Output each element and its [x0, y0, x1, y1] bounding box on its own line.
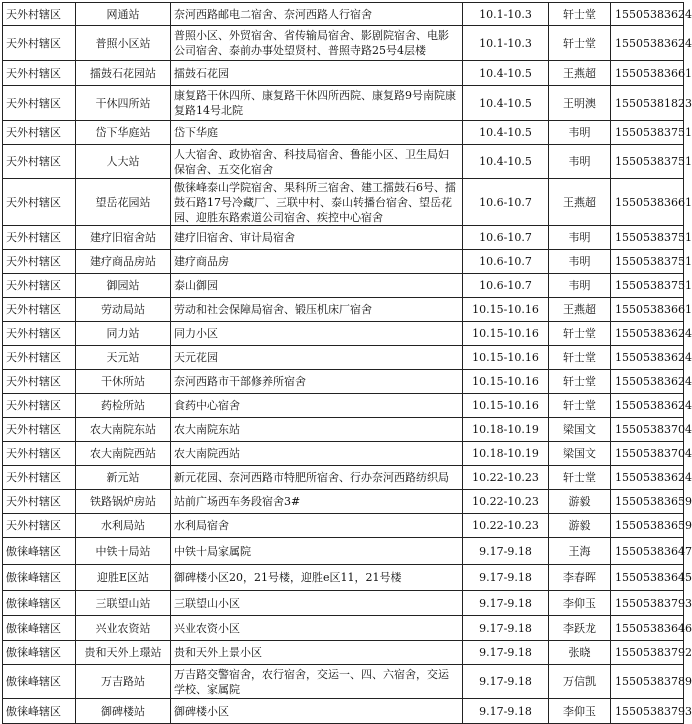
- district-cell: 天外村辖区: [3, 26, 76, 61]
- housing-cell: 建疗旧宿舍、审计局宿舍: [171, 226, 463, 250]
- housing-cell: 人大宿舍、政协宿舍、科技局宿舍、鲁能小区、卫生局妇保宿舍、五交化宿舍: [171, 145, 463, 179]
- district-cell: 天外村辖区: [3, 86, 76, 121]
- housing-cell: 普照小区、外贸宿舍、省传输局宿舍、影剧院宿舍、电影公司宿舍、泰前办事处望贤村、普照寺路25号4层楼: [171, 26, 463, 61]
- staff-cell: 万信凯: [549, 665, 611, 699]
- table-row: [3, 226, 684, 250]
- staff-cell: 梁国文: [549, 418, 611, 442]
- station-cell: 贵和天外上璟站: [76, 641, 171, 665]
- district-cell: 天外村辖区: [3, 274, 76, 298]
- housing-cell: 万吉路交警宿舍，农行宿舍，交运一、四、六宿舍，交运学校、家属院: [171, 665, 463, 699]
- table-row: [3, 322, 684, 346]
- district-cell: 天外村辖区: [3, 466, 76, 490]
- staff-cell: 李仰玉: [549, 591, 611, 616]
- district-cell: 傲徕峰辖区: [3, 538, 76, 565]
- dates-cell: 10.1-10.3: [463, 26, 549, 61]
- dates-cell: 10.4-10.5: [463, 145, 549, 179]
- phone-cell: 15505383792: [611, 641, 684, 665]
- station-cell: 三联望山站: [76, 591, 171, 616]
- phone-cell: 15505383661: [611, 179, 684, 226]
- housing-cell: 新元花园、奈河西路市特肥所宿舍、行办奈河西路纺织局: [171, 466, 463, 490]
- dates-cell: 10.15-10.16: [463, 346, 549, 370]
- phone-cell: 15505383751: [611, 145, 684, 179]
- housing-cell: 泰山御园: [171, 274, 463, 298]
- dates-cell: 10.15-10.16: [463, 370, 549, 394]
- district-cell: 天外村辖区: [3, 250, 76, 274]
- table-body: [3, 3, 692, 724]
- staff-cell: 王海: [549, 538, 611, 565]
- station-cell: 建疗旧宿舍站: [76, 226, 171, 250]
- table-row: [3, 699, 684, 724]
- station-cell: 人大站: [76, 145, 171, 179]
- housing-cell: 康复路干休四所、康复路干休四所西院、康复路9号南院康复路14号北院: [171, 86, 463, 121]
- staff-cell: 李跃龙: [549, 616, 611, 641]
- staff-cell: 韦明: [549, 274, 611, 298]
- housing-cell: 天元花园: [171, 346, 463, 370]
- phone-cell: 15505383793: [611, 591, 684, 616]
- district-cell: 天外村辖区: [3, 346, 76, 370]
- station-cell: 御碑楼站: [76, 699, 171, 724]
- phone-cell: 15505383645: [611, 565, 684, 591]
- district-cell: 天外村辖区: [3, 145, 76, 179]
- phone-cell: 15505383624: [611, 3, 684, 26]
- station-cell: 普照小区站: [76, 26, 171, 61]
- table-row: [3, 274, 684, 298]
- dates-cell: 9.17-9.18: [463, 565, 549, 591]
- housing-cell: 贵和天外上景小区: [171, 641, 463, 665]
- table-row: [3, 370, 684, 394]
- phone-cell: 15505383624: [611, 466, 684, 490]
- district-cell: 傲徕峰辖区: [3, 565, 76, 591]
- dates-cell: 10.15-10.16: [463, 298, 549, 322]
- dates-cell: 10.18-10.19: [463, 418, 549, 442]
- staff-cell: 韦明: [549, 250, 611, 274]
- staff-cell: 游毅: [549, 490, 611, 514]
- table-row: [3, 538, 684, 565]
- staff-cell: 李春晖: [549, 565, 611, 591]
- dates-cell: 9.17-9.18: [463, 665, 549, 699]
- phone-cell: 15505383704: [611, 442, 684, 466]
- staff-cell: 王燕超: [549, 298, 611, 322]
- district-cell: 傲徕峰辖区: [3, 591, 76, 616]
- district-cell: 天外村辖区: [3, 394, 76, 418]
- housing-cell: 擂鼓石花园: [171, 61, 463, 86]
- district-cell: 天外村辖区: [3, 322, 76, 346]
- dates-cell: 9.17-9.18: [463, 591, 549, 616]
- phone-cell: 15505383661: [611, 61, 684, 86]
- phone-cell: 15505383704: [611, 418, 684, 442]
- table-row: [3, 26, 684, 61]
- staff-cell: 韦明: [549, 121, 611, 145]
- district-cell: 傲徕峰辖区: [3, 665, 76, 699]
- table-row: [3, 179, 684, 226]
- phone-cell: 15505383751: [611, 226, 684, 250]
- table-row: [3, 121, 684, 145]
- dates-cell: 10.4-10.5: [463, 121, 549, 145]
- station-cell: 岱下华庭站: [76, 121, 171, 145]
- phone-cell: 15505383646: [611, 616, 684, 641]
- housing-cell: 食药中心宿舍: [171, 394, 463, 418]
- dates-cell: 10.6-10.7: [463, 274, 549, 298]
- housing-cell: 傲徕峰泰山学院宿舍、果科所三宿舍、建工擂鼓石6号、擂鼓石路17号冷藏厂、三联中村、泰山转播台宿舍、望岳花园、迎胜东路索道公司宿舍、疾控中心宿舍: [171, 179, 463, 226]
- table-row: [3, 665, 684, 699]
- table-row: [3, 514, 684, 538]
- table-row: [3, 418, 684, 442]
- distribution-schedule-table: [2, 2, 692, 724]
- phone-cell: 15505383624: [611, 346, 684, 370]
- housing-cell: 农大南院西站: [171, 442, 463, 466]
- housing-cell: 同力小区: [171, 322, 463, 346]
- station-cell: 劳动局站: [76, 298, 171, 322]
- dates-cell: 9.17-9.18: [463, 616, 549, 641]
- table-row: [3, 565, 684, 591]
- phone-cell: 15505383751: [611, 274, 684, 298]
- staff-cell: 轩士堂: [549, 346, 611, 370]
- district-cell: 天外村辖区: [3, 3, 76, 26]
- station-cell: 干休四所站: [76, 86, 171, 121]
- district-cell: 天外村辖区: [3, 514, 76, 538]
- staff-cell: 张晓: [549, 641, 611, 665]
- staff-cell: 梁国文: [549, 442, 611, 466]
- dates-cell: 10.15-10.16: [463, 394, 549, 418]
- staff-cell: 韦明: [549, 145, 611, 179]
- staff-cell: 王燕超: [549, 61, 611, 86]
- table-row: [3, 145, 684, 179]
- table-row: [3, 442, 684, 466]
- district-cell: 天外村辖区: [3, 226, 76, 250]
- district-cell: 天外村辖区: [3, 370, 76, 394]
- station-cell: 中铁十局站: [76, 538, 171, 565]
- staff-cell: 轩士堂: [549, 394, 611, 418]
- table-row: [3, 3, 684, 26]
- station-cell: 望岳花园站: [76, 179, 171, 226]
- district-cell: 傲徕峰辖区: [3, 641, 76, 665]
- phone-cell: 15505383659: [611, 514, 684, 538]
- housing-cell: 农大南院东站: [171, 418, 463, 442]
- district-cell: 天外村辖区: [3, 61, 76, 86]
- station-cell: 药检所站: [76, 394, 171, 418]
- table-row: [3, 250, 684, 274]
- dates-cell: 10.15-10.16: [463, 322, 549, 346]
- dates-cell: 10.6-10.7: [463, 226, 549, 250]
- phone-cell: 15505381823: [611, 86, 684, 121]
- table-row: [3, 641, 684, 665]
- table-row: [3, 394, 684, 418]
- housing-cell: 劳动和社会保障局宿舍、锻压机床厂宿舍: [171, 298, 463, 322]
- dates-cell: 10.4-10.5: [463, 86, 549, 121]
- phone-cell: 15505383624: [611, 394, 684, 418]
- district-cell: 傲徕峰辖区: [3, 616, 76, 641]
- housing-cell: 水利局宿舍: [171, 514, 463, 538]
- staff-cell: 王明澳: [549, 86, 611, 121]
- staff-cell: 轩士堂: [549, 3, 611, 26]
- housing-cell: 三联望山小区: [171, 591, 463, 616]
- staff-cell: 王燕超: [549, 179, 611, 226]
- staff-cell: 轩士堂: [549, 26, 611, 61]
- station-cell: 农大南院东站: [76, 418, 171, 442]
- district-cell: 傲徕峰辖区: [3, 699, 76, 724]
- dates-cell: 9.17-9.18: [463, 641, 549, 665]
- station-cell: 御园站: [76, 274, 171, 298]
- phone-cell: 15505383624: [611, 26, 684, 61]
- station-cell: 同力站: [76, 322, 171, 346]
- station-cell: 农大南院西站: [76, 442, 171, 466]
- staff-cell: 轩士堂: [549, 370, 611, 394]
- district-cell: 天外村辖区: [3, 490, 76, 514]
- table-row: [3, 591, 684, 616]
- table-row: [3, 61, 684, 86]
- station-cell: 天元站: [76, 346, 171, 370]
- housing-cell: 中铁十局家属院: [171, 538, 463, 565]
- housing-cell: 岱下华庭: [171, 121, 463, 145]
- staff-cell: 轩士堂: [549, 322, 611, 346]
- housing-cell: 兴业农资小区: [171, 616, 463, 641]
- station-cell: 新元站: [76, 466, 171, 490]
- table-row: [3, 298, 684, 322]
- dates-cell: 10.6-10.7: [463, 250, 549, 274]
- district-cell: 天外村辖区: [3, 179, 76, 226]
- table-row: [3, 466, 684, 490]
- housing-cell: 御碑楼小区: [171, 699, 463, 724]
- table-row: [3, 86, 684, 121]
- dates-cell: 10.4-10.5: [463, 61, 549, 86]
- phone-cell: 15505383751: [611, 250, 684, 274]
- dates-cell: 10.6-10.7: [463, 179, 549, 226]
- station-cell: 建疗商品房站: [76, 250, 171, 274]
- table-row: [3, 490, 684, 514]
- housing-cell: 奈河西路邮电二宿舍、奈河西路人行宿舍: [171, 3, 463, 26]
- district-cell: 天外村辖区: [3, 121, 76, 145]
- dates-cell: 10.18-10.19: [463, 442, 549, 466]
- staff-cell: 轩士堂: [549, 466, 611, 490]
- phone-cell: 15505383659: [611, 490, 684, 514]
- district-cell: 天外村辖区: [3, 442, 76, 466]
- station-cell: 铁路锅炉房站: [76, 490, 171, 514]
- table-row: [3, 346, 684, 370]
- housing-cell: 御碑楼小区20，21号楼，迎胜e区11，21号楼: [171, 565, 463, 591]
- housing-cell: 建疗商品房: [171, 250, 463, 274]
- housing-cell: 站前广场西车务段宿舍3#: [171, 490, 463, 514]
- staff-cell: 游毅: [549, 514, 611, 538]
- district-cell: 天外村辖区: [3, 418, 76, 442]
- dates-cell: 10.22-10.23: [463, 466, 549, 490]
- phone-cell: 15505383624: [611, 322, 684, 346]
- table-row: [3, 616, 684, 641]
- station-cell: 水利局站: [76, 514, 171, 538]
- dates-cell: 9.17-9.18: [463, 699, 549, 724]
- phone-cell: 15505383661: [611, 298, 684, 322]
- staff-cell: 李仰玉: [549, 699, 611, 724]
- station-cell: 擂鼓石花园站: [76, 61, 171, 86]
- station-cell: 网通站: [76, 3, 171, 26]
- station-cell: 万吉路站: [76, 665, 171, 699]
- phone-cell: 15505383647: [611, 538, 684, 565]
- dates-cell: 10.1-10.3: [463, 3, 549, 26]
- station-cell: 兴业农资站: [76, 616, 171, 641]
- station-cell: 迎胜E区站: [76, 565, 171, 591]
- staff-cell: 韦明: [549, 226, 611, 250]
- station-cell: 干休所站: [76, 370, 171, 394]
- phone-cell: 15505383624: [611, 370, 684, 394]
- phone-cell: 15505383751: [611, 121, 684, 145]
- phone-cell: 15505383789: [611, 665, 684, 699]
- dates-cell: 9.17-9.18: [463, 538, 549, 565]
- phone-cell: 15505383793: [611, 699, 684, 724]
- dates-cell: 10.22-10.23: [463, 514, 549, 538]
- dates-cell: 10.22-10.23: [463, 490, 549, 514]
- district-cell: 天外村辖区: [3, 298, 76, 322]
- housing-cell: 奈河西路市干部修养所宿舍: [171, 370, 463, 394]
